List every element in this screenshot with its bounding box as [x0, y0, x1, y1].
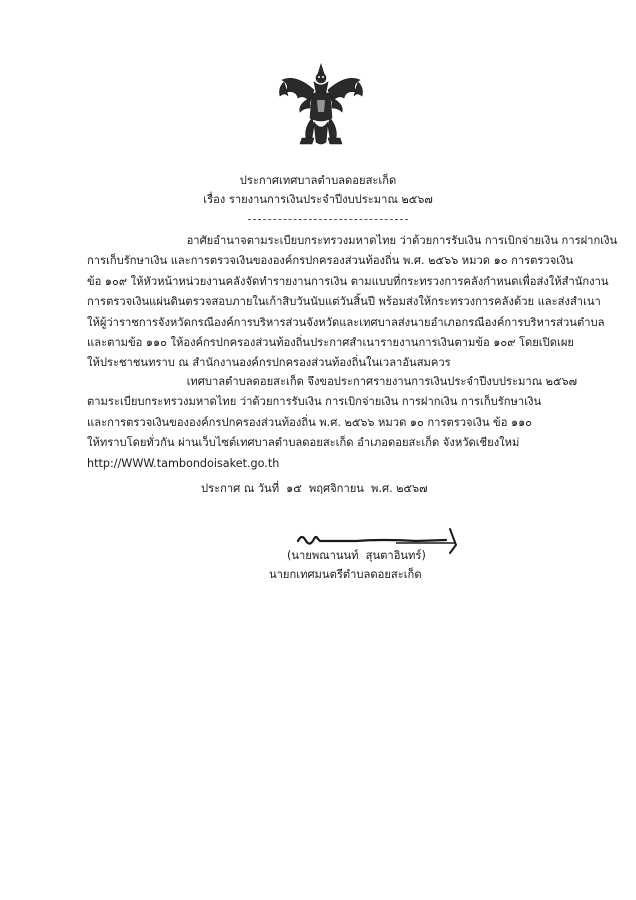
paragraph-line: เทศบาลตำบลดอยสะเก็ด จึงขอประกาศรายงานการเงินประจำปีงบประมาณ ๒๕๖๗ — [87, 375, 577, 388]
paragraph-line: ให้ผู้ว่าราชการจังหวัดกรณีองค์การบริหารส่วนจังหวัดและเทศบาลส่งนายอำเภอกรณีองค์การบริหารส่วนตำบล — [87, 315, 605, 329]
garuda-emblem-icon — [276, 62, 366, 148]
signatory-name: (นายพณานนท์ สุนตาอินทร์) — [287, 549, 426, 562]
website-url[interactable]: http://WWW.tambondoisaket.go.th — [87, 456, 280, 470]
title-divider — [248, 219, 408, 220]
announcement-subject: เรื่อง รายงานการเงินประจำปีงบประมาณ ๒๕๖๗ — [203, 193, 433, 206]
body-paragraph-2 — [87, 372, 577, 474]
paragraph-line: ให้ประชาชนทราบ ณ สำนักงานองค์กรปกครองส่วนท้องถิ่นในเวลาอันสมควร — [87, 356, 451, 370]
paragraph-line: ตามระเบียบกระทรวงมหาดไทย ว่าด้วยการรับเงิน การเบิกจ่ายเงิน การฝากเงิน การเก็บรักษาเงิน — [87, 395, 542, 409]
paragraph-line: และตามข้อ ๑๑๐ ให้องค์กรปกครองส่วนท้องถิ่นประกาศสำเนารายงานการเงินตามข้อ ๑๐๙ โดยเปิดเผย — [87, 335, 574, 349]
paragraph-line: และการตรวจเงินขององค์กรปกครองส่วนท้องถิ่น พ.ศ. ๒๕๖๖ หมวด ๑๐ การตรวจเงิน ข้อ ๑๑๐ — [87, 415, 533, 429]
announcement-title: ประกาศเทศบาลตำบลดอยสะเก็ด — [239, 174, 397, 187]
paragraph-line: ให้ทราบโดยทั่วกัน ผ่านเว็บไซต์เทศบาลตำบลดอยสะเก็ด อำเภอดอยสะเก็ด จังหวัดเชียงใหม่ — [87, 436, 520, 450]
paragraph-line: การเก็บรักษาเงิน และการตรวจเงินขององค์กรปกครองส่วนท้องถิ่น พ.ศ. ๒๕๖๖ หมวด ๑๐ การตรวจเงิน — [87, 254, 574, 268]
body-paragraph-1 — [87, 231, 617, 374]
paragraph-line: การตรวจเงินแผ่นดินตรวจสอบภายในเก้าสิบวันนับแต่วันสิ้นปี พร้อมส่งให้กระทรวงการคลังด้วย และส่งสำเนา — [87, 295, 601, 309]
paragraph-line: ข้อ ๑๐๙ ให้หัวหน้าหน่วยงานคลังจัดทำรายงานการเงิน ตามแบบที่กระทรวงการคลังกำหนดเพื่อส่งให้สำนักงาน — [87, 274, 609, 288]
paragraph-line: อาศัยอำนาจตามระเบียบกระทรวงมหาดไทย ว่าด้วยการรับเงิน การเบิกจ่ายเงิน การฝากเงิน — [87, 234, 618, 247]
announcement-date: ประกาศ ณ วันที่ ๑๕ พฤศจิกายน พ.ศ. ๒๕๖๗ — [201, 482, 428, 495]
signatory-position: นายกเทศมนตรีตำบลดอยสะเก็ด — [269, 568, 422, 581]
